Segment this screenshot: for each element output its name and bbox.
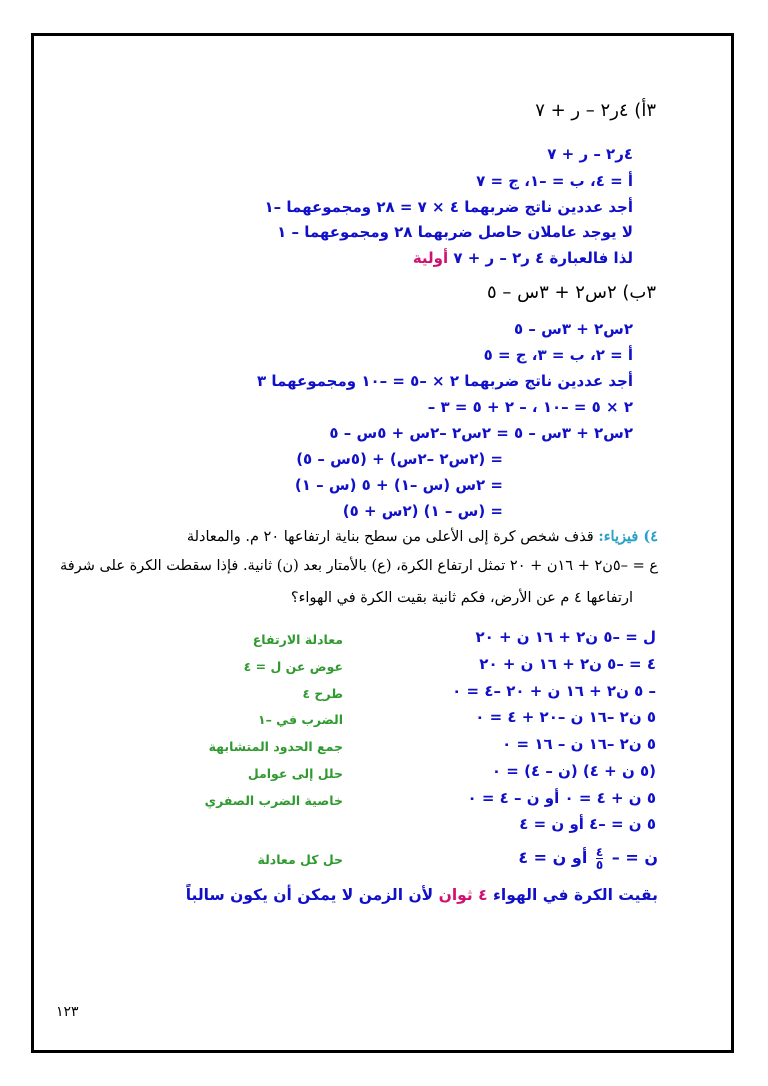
- prime-word: أولية: [412, 249, 449, 267]
- step-note: خاصية الضرب الصفري: [204, 793, 343, 808]
- step-note: طرح ٤: [302, 686, 343, 701]
- problem-3a-line-5: لذا فالعبارة ٤ ر٢ – ر + ٧ أولية: [412, 249, 633, 267]
- problem-4-text-1: ٤) فيزياء: قذف شخص كرة إلى الأعلى من سطح بناية ارتفاعها ٢٠ م. والمعادلة: [186, 528, 658, 545]
- problem-3b-line-1: ٢س٢ + ٣س – ٥: [514, 320, 633, 338]
- final-step-note: حل كل معادلة: [257, 852, 343, 867]
- step-note: حلل إلى عوامل: [247, 766, 343, 781]
- step-note: معادلة الارتفاع: [252, 632, 343, 647]
- physics-label: ٤) فيزياء:: [598, 528, 658, 545]
- step-equation: ٥ ن٢ –١٦ ن – ١٦ = ٠: [502, 735, 656, 753]
- problem-3a-title: ٣أ) ٤ر٢ – ر + ٧: [535, 100, 656, 121]
- problem-3a-line-2: أ = ٤، ب = –١، ج = ٧: [476, 172, 633, 190]
- problem-3b-line-4: – ٢ × ٥ = –١٠ ، – ٢ + ٥ = ٣: [427, 398, 633, 416]
- conclusion-highlight: ٤ ثوان: [438, 886, 488, 904]
- step-note: عوض عن ل = ٤: [243, 659, 343, 674]
- page-number: ١٢٣: [56, 1004, 79, 1020]
- problem-3a-line-3: أجد عددين ناتج ضربهما ٤ × ٧ = ٢٨ ومجموعهما –١: [264, 198, 633, 216]
- step-equation: – ٥ ن٢ + ١٦ ن + ٢٠ –٤ = ٠: [452, 682, 656, 700]
- step-equation: ٤ = –٥ ن٢ + ١٦ ن + ٢٠: [479, 655, 656, 673]
- problem-4-text-2: ع = –٥ن٢ + ١٦ن + ٢٠ تمثل ارتفاع الكرة، (ع) بالأمتار بعد (ن) ثانية. فإذا سقطت الكرة على شرفة: [60, 558, 658, 574]
- problem-3b-line-5: ٢س٢ + ٣س – ٥ = ٢س٢ –٢س + ٥س – ٥: [329, 424, 633, 442]
- step-equation: (٥ ن + ٤) (ن – ٤) = ٠: [491, 762, 656, 780]
- step-equation: ٥ ن٢ –١٦ ن –٢٠ + ٤ = ٠: [475, 708, 656, 726]
- problem-3b-line-8: = (س – ١) (٢س + ٥): [342, 502, 503, 520]
- step-equation: ٥ ن = –٤ أو ن = ٤: [519, 815, 656, 833]
- fraction: $\frac{٤}{٥}$: [595, 845, 604, 872]
- problem-3a-line-4: لا يوجد عاملان حاصل ضربهما ٢٨ ومجموعهما – ١: [277, 223, 633, 241]
- problem-3b-line-6: = (٢س٢ –٢س) + (٥س – ٥): [296, 450, 503, 468]
- problem-4-text-3: ارتفاعها ٤ م عن الأرض، فكم ثانية بقيت الكرة في الهواء؟: [290, 590, 633, 606]
- step-note: جمع الحدود المتشابهة: [208, 739, 343, 754]
- step-note: الضرب في –١: [257, 712, 343, 727]
- final-step: ن = – $\frac{٤}{٥}$ أو ن = ٤: [518, 845, 658, 872]
- conclusion: بقيت الكرة في الهواء ٤ ثوان لأن الزمن لا يمكن أن يكون سالباً: [185, 886, 658, 904]
- step-equation: ٥ ن + ٤ = ٠ أو ن – ٤ = ٠: [467, 789, 656, 807]
- problem-3a-line-1: ٤ر٢ – ر + ٧: [547, 145, 633, 163]
- problem-3b-line-7: = ٢س (س –١) + ٥ (س – ١): [294, 476, 503, 494]
- problem-3b-title: ٣ب) ٢س٢ + ٣س – ٥: [487, 282, 656, 303]
- step-equation: ل = –٥ ن٢ + ١٦ ن + ٢٠: [475, 628, 656, 646]
- problem-3b-line-3: أجد عددين ناتج ضربهما ٢ × –٥ = –١٠ ومجموعهما ٣: [257, 372, 633, 390]
- problem-3b-line-2: أ = ٢، ب = ٣، ج = ٥: [483, 346, 633, 364]
